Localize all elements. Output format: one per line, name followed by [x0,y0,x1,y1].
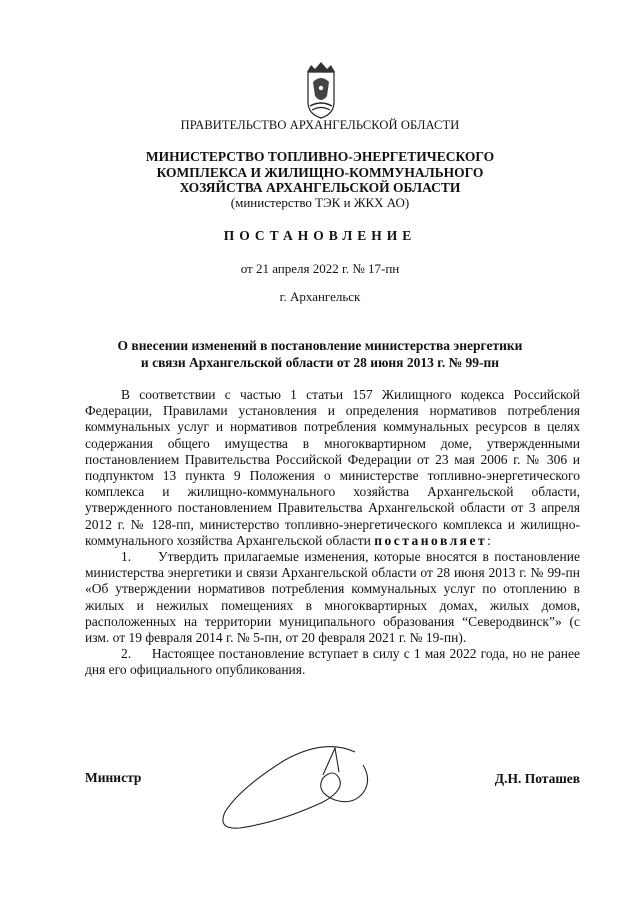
signatory-title: Министр [85,770,142,785]
decree-keyword: постановляет [374,532,488,548]
subject-line: О внесении изменений в постановление министерства энергетики [117,338,523,353]
document-subject [0,337,640,371]
intro-paragraph [85,387,580,549]
ministry-short-name: (министерство ТЭК и ЖКХ АО) [230,195,410,210]
subject-line: и связи Архангельской области от 28 июня 2013 г. № 99-пн [140,355,500,370]
signatory-name: Д.Н. Поташев [494,771,580,786]
document-type: ПОСТАНОВЛЕНИЕ [223,228,417,243]
document-date-number: от 21 апреля 2022 г. № 17-пн [240,261,400,276]
handwritten-signature [205,730,380,840]
document-place: г. Архангельск [279,289,361,304]
item-1: 1. Утвердить прилагаемые изменения, которые вносятся в постановление министерства энергетики и связи Архангельской области от 28 июня 2013 г. № 99-пн «Об утверждении нормативов потребления коммунальных услуг по отоплению в жилых и нежилых помещениях в многоквартирных домах, жилых домов, расположенных на территории муниципального образования “Северодвинск”» (с изм. от 19 февраля 2014 г. № 5-пн, от 20 февраля 2021 г. № 19-пн). [85,549,580,646]
item-2: 2. Настоящее постановление вступает в силу с 1 мая 2022 года, но не ранее дня его официального опубликования. [85,646,580,678]
document-body [85,387,580,679]
ministry-name [0,149,640,196]
intro-end: : [487,532,491,548]
ministry-line: МИНИСТЕРСТВО ТОПЛИВНО-ЭНЕРГЕТИЧЕСКОГО [145,149,495,164]
intro-text: В соответствии с частью 1 статьи 157 Жилищного кодекса Российской Федерации, Правилами установления и определения нормативов потребления коммунальных услуг и нормативов потребления коммунальных ресурсов в целях содержания общего имущества в многоквартирном доме, утвержденными постановлением Правительства Российской Федерации от 23 мая 2006 г. № 306 и подпунктом 13 пункта 9 Положения о министерстве топливно-энергетического комплекса и жилищно-коммунального хозяйства Архангельской области, утвержденного постановлением Правительства Архангельской области от 3 апреля 2012 г. № 128-пп, министерство топливно-энергетического комплекса и жилищно-коммунального хозяйства Архангельской области [85,387,580,548]
government-name: ПРАВИТЕЛЬСТВО АРХАНГЕЛЬСКОЙ ОБЛАСТИ [180,118,460,132]
coat-of-arms-icon [303,60,339,120]
ministry-line: КОМПЛЕКСА И ЖИЛИЩНО-КОММУНАЛЬНОГО [156,164,484,180]
ministry-line: ХОЗЯЙСТВА АРХАНГЕЛЬСКОЙ ОБЛАСТИ [179,180,461,195]
